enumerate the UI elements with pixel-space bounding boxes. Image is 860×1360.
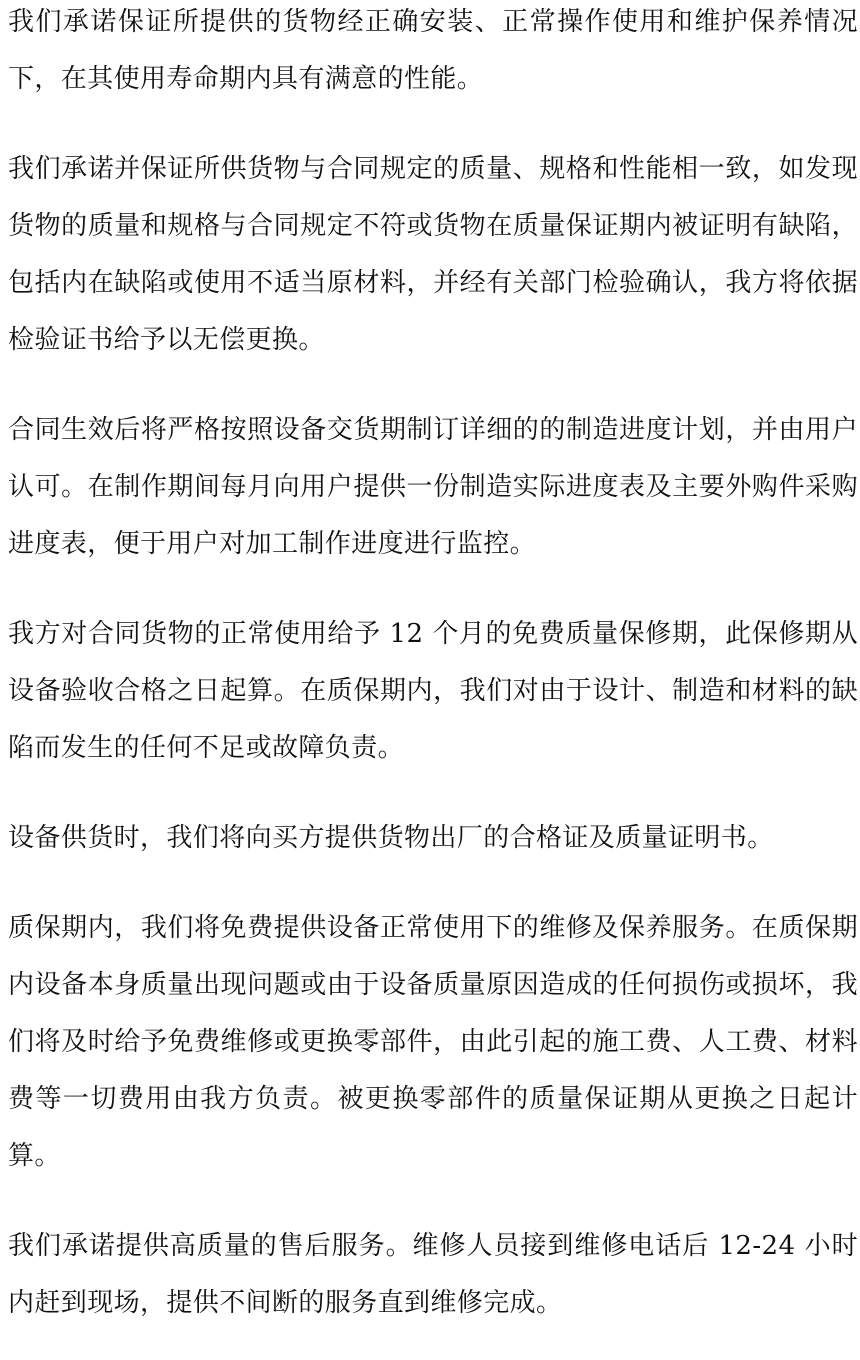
paragraph-manufacturing-schedule: 合同生效后将严格按照设备交货期制订详细的的制造进度计划，并由用户认可。在制作期间每月向用户提供一份制造实际进度表及主要外购件采购进度表，便于用户对加工制作进度进行监控。 [8,415,858,559]
paragraph-warranty-period: 我方对合同货物的正常使用给予 12 个月的免费质量保修期，此保修期从设备验收合格之日起算。在质保期内，我们对由于设计、制造和材料的缺陷而发生的任何不足或故障负责。 [8,619,858,763]
paragraph-certificates: 设备供货时，我们将向买方提供货物出厂的合格证及质量证明书。 [8,823,774,853]
paragraph-performance-commitment: 我们承诺保证所提供的货物经正确安装、正常操作使用和维护保养情况下，在其使用寿命期内具有满意的性能。 [8,7,858,94]
paragraph-quality-guarantee: 我们承诺并保证所供货物与合同规定的质量、规格和性能相一致，如发现货物的质量和规格与合同规定不符或货物在质量保证期内被证明有缺陷，包括内在缺陷或使用不适当原材料，并经有关部门检验确认，我方将依据检验证书给予以无偿更换。 [8,154,858,355]
paragraph-free-maintenance: 质保期内，我们将免费提供设备正常使用下的维修及保养服务。在质保期内设备本身质量出现问题或由于设备质量原因造成的任何损伤或损坏，我们将及时给予免费维修或更换零部件，由此引起的施工费、人工费、材料费等一切费用由我方负责。被更换零部件的质量保证期从更换之日起计算。 [8,913,858,1171]
paragraph-after-sales-service: 我们承诺提供高质量的售后服务。维修人员接到维修电话后 12-24 小时内赶到现场，提供不间断的服务直到维修完成。 [8,1231,858,1318]
document-body [8,0,858,1332]
